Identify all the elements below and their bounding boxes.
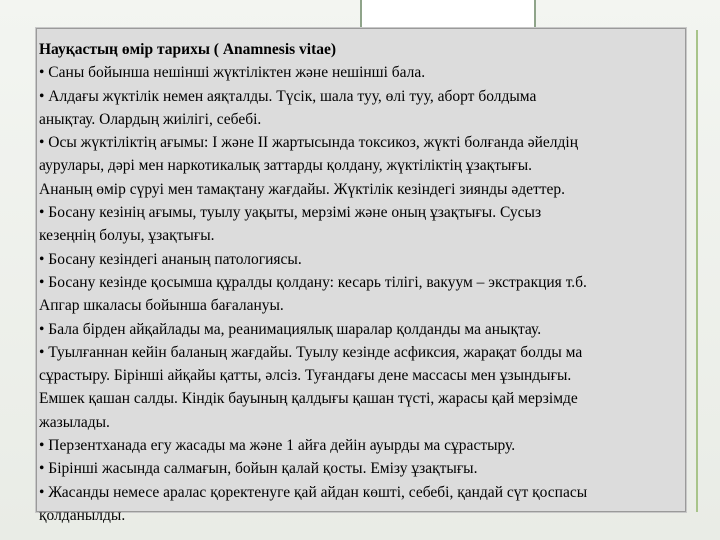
text-line: Ананың өмір сүруі мен тамақтану жағдайы. Жүктілік кезіндегі зиянды әдеттер. xyxy=(39,180,566,198)
text-line: • Саны бойынша нешінші жүктіліктен және нешінші бала. xyxy=(39,64,426,82)
text-line: • Перзентханада егу жасады ма және 1 айға дейін ауырды ма сұрастыру. xyxy=(39,437,516,455)
slide-title: Науқастың өмір тарихы ( Anamnesis vitae) xyxy=(39,41,337,58)
text-line: • Босану кезінің ағымы, туылу уақыты, мерзімі және оның ұзақтығы. Сусыз xyxy=(39,204,542,222)
text-line: • Босану кезінде қосымша құралды қолдану: кесарь тілігі, вакуум – экстракция т.б. xyxy=(39,273,587,291)
text-line: кезеңнің болуы, ұзақтығы. xyxy=(39,227,215,245)
text-line: анықтау. Олардың жиілігі, себебі. xyxy=(39,110,262,128)
text-line: қолданылды. xyxy=(39,506,126,524)
text-line: Апгар шкаласы бойынша бағалануы. xyxy=(39,297,284,315)
accent-rule xyxy=(696,30,698,512)
anamnesis-text xyxy=(39,38,685,527)
text-line: Емшек қашан салды. Кіндік бауының қалдығы қашан түсті, жарасы қай мерзімде xyxy=(39,390,578,408)
text-line: • Жасанды немесе аралас қоректенуге қай айдан көшті, себебі, қандай сүт қоспасы xyxy=(39,483,588,501)
text-line: аурулары, дәрі мен наркотикалық заттарды қолдану, жүктіліктің ұзақтығы. xyxy=(39,157,533,175)
text-line: сұрастыру. Бірінші айқайы қатты, әлсіз. Туғандағы дене массасы мен ұзындығы. xyxy=(39,367,572,385)
text-line: • Осы жүктіліктің ағымы: І және ІІ жартысында токсикоз, жүкті болғанда әйелдің xyxy=(39,134,578,152)
text-line: • Бірінші жасында салмағын, бойын қалай қосты. Емізу ұзақтығы. xyxy=(39,460,478,478)
text-line: • Алдағы жүктілік немен аяқталды. Түсік, шала туу, өлі туу, аборт болдыма xyxy=(39,87,537,105)
text-line: • Босану кезіндегі ананың патологиясы. xyxy=(39,250,302,268)
text-line: • Бала бірден айқайлады ма, реанимациялық шаралар қолданды ма анықтау. xyxy=(39,320,542,338)
text-line: жазылады. xyxy=(39,413,110,431)
text-line: • Туылғаннан кейін баланың жағдайы. Туылу кезінде асфиксия, жарақат болды ма xyxy=(39,343,583,361)
